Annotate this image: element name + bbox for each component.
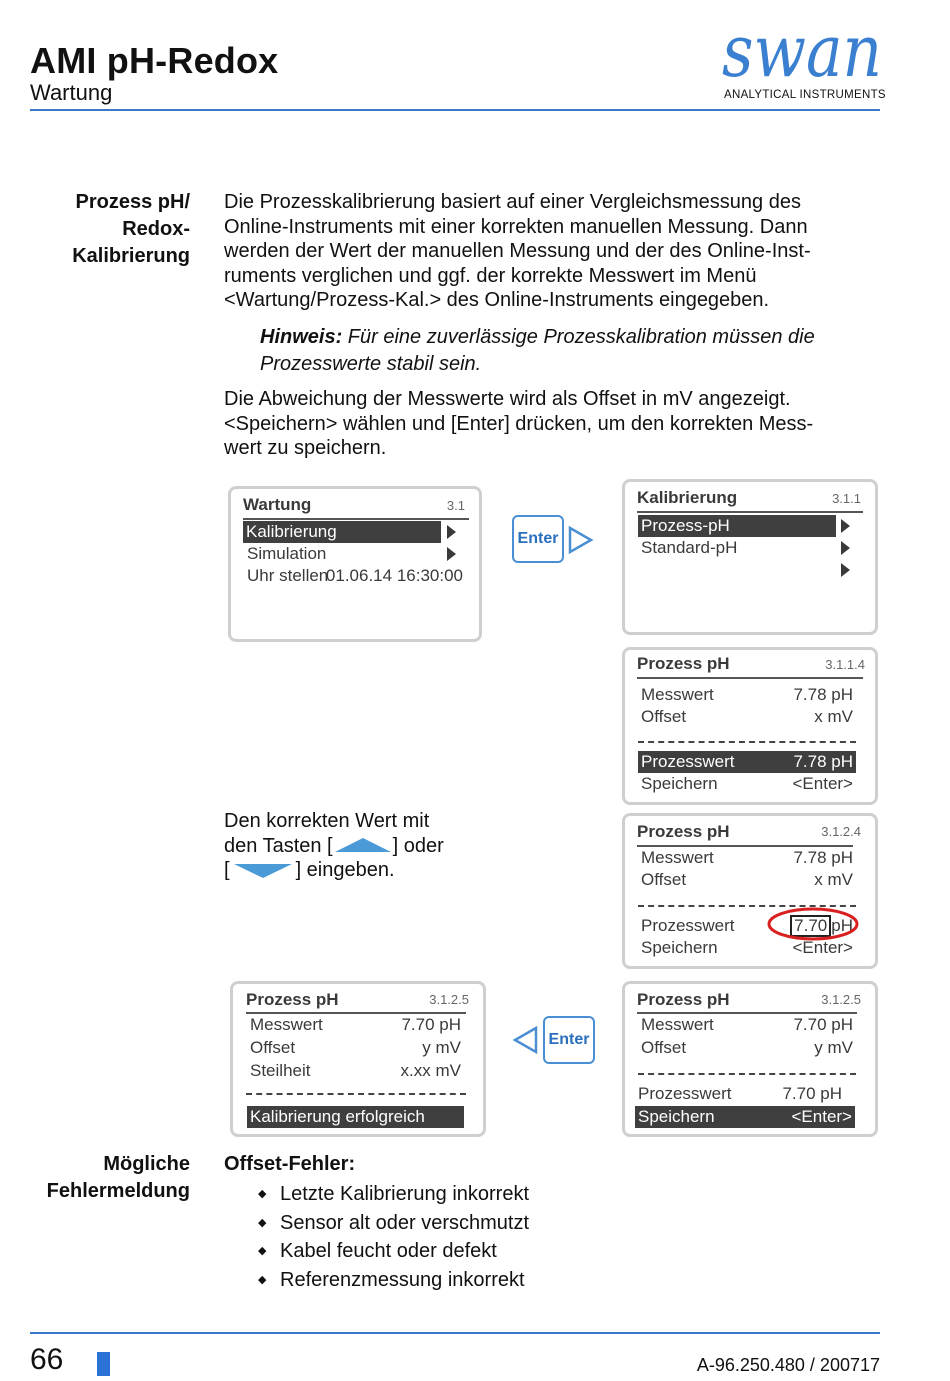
- screen-number: 3.1: [446, 498, 465, 513]
- prozesswert-row[interactable]: Prozesswert 7.78 pH: [638, 751, 856, 773]
- chevron-right-icon: [841, 541, 850, 555]
- section-label-errors: [47, 1151, 190, 1205]
- text-line: Die Abweichung der Messwerte wird als Offset in mV angezeigt.: [224, 388, 791, 410]
- side-label-line: Prozess pH/: [75, 191, 190, 213]
- steilheit-row: Steilheit x.xx mV: [250, 1061, 461, 1080]
- arrow-right-icon: [568, 526, 594, 554]
- screen-divider: [637, 677, 863, 679]
- enter-key-icon: Enter: [512, 515, 564, 563]
- offset-row: Offset y mV: [641, 1038, 853, 1057]
- header-rule: [30, 109, 880, 111]
- note-label: Hinweis:: [260, 326, 343, 348]
- enter-key-icon: Enter: [543, 1016, 595, 1064]
- screen-number: 3.1.1.4: [825, 657, 865, 672]
- offset-row: Offset x mV: [641, 707, 853, 726]
- screen-title: Wartung: [243, 495, 312, 514]
- screen-title: Prozess pH: [246, 990, 339, 1009]
- side-label-line: Mögliche: [103, 1153, 190, 1175]
- list-item: ◆ Letzte Kalibrierung inkorrekt: [258, 1180, 529, 1209]
- dashed-divider: [638, 741, 856, 743]
- screen-title: Prozess pH: [637, 654, 730, 673]
- screen-wartung: [228, 486, 482, 642]
- speichern-row[interactable]: Speichern <Enter>: [641, 774, 853, 793]
- list-item: ◆ Referenzmessung inkorrekt: [258, 1266, 529, 1295]
- error-causes-list: [258, 1180, 529, 1294]
- text-fragment: [: [224, 859, 230, 881]
- messwert-row: Messwert 7.78 pH: [641, 685, 853, 704]
- swan-logo: [722, 18, 884, 88]
- screen-title: Kalibrierung: [637, 488, 738, 507]
- speichern-row[interactable]: Speichern <Enter>: [635, 1106, 855, 1128]
- side-label-line: Kalibrierung: [72, 245, 190, 267]
- note-text: Prozesswerte stabil sein.: [260, 353, 482, 375]
- screen-title: Prozess pH: [637, 990, 730, 1009]
- offset-row: Offset x mV: [641, 870, 853, 889]
- menu-item-kalibrierung[interactable]: Kalibrierung: [243, 521, 441, 543]
- offset-row: Offset y mV: [250, 1038, 461, 1057]
- screen-prozess-ph-3: [622, 981, 878, 1137]
- logo-subtitle: ANALYTICAL INSTRUMENTS: [724, 89, 886, 101]
- side-label-line: Redox-: [122, 218, 190, 240]
- screen-prozess-ph-1: [622, 647, 878, 805]
- messwert-row: Messwert 7.70 pH: [250, 1015, 461, 1034]
- highlight-circle-icon: [766, 905, 862, 943]
- text-line: Den korrekten Wert mit: [224, 810, 430, 832]
- menu-item-simulation[interactable]: Simulation: [247, 544, 327, 563]
- arrow-down-key-icon: [230, 862, 296, 880]
- list-item: ◆ Sensor alt oder verschmutzt: [258, 1209, 529, 1238]
- text-line: wert zu speichern.: [224, 437, 387, 459]
- text-fragment: ] eingeben.: [295, 859, 395, 881]
- chevron-right-icon: [447, 547, 456, 561]
- dashed-divider: [246, 1093, 466, 1095]
- offset-error-heading: Offset-Fehler:: [224, 1153, 356, 1175]
- chevron-right-icon: [841, 519, 850, 533]
- screen-kalibrierung-erfolgreich: [230, 981, 486, 1137]
- speichern-row[interactable]: Speichern <Enter>: [641, 938, 853, 957]
- dashed-divider: [638, 1073, 856, 1075]
- screen-prozess-ph-2: [622, 813, 878, 969]
- screen-divider: [637, 511, 863, 513]
- arrow-keys-instruction: [224, 809, 444, 883]
- section-label-calibration: [72, 189, 190, 270]
- page-title: AMI pH-Redox: [30, 40, 279, 81]
- prozesswert-row: Prozesswert 7.70 pH: [638, 1084, 842, 1103]
- screen-divider: [243, 518, 469, 520]
- menu-item-standard-ph[interactable]: Standard-pH: [641, 538, 738, 557]
- footer-rule: [30, 1332, 880, 1334]
- status-message: Kalibrierung erfolgreich: [247, 1106, 464, 1128]
- note-text: Für eine zuverlässige Prozesskalibration müssen die: [342, 326, 815, 348]
- text-line: werden der Wert der manuellen Messung und der des Online-Inst-: [224, 240, 811, 262]
- prozesswert-unit: pH: [831, 916, 853, 935]
- list-item: ◆ Kabel feucht oder defekt: [258, 1237, 529, 1266]
- side-label-line: Fehlermeldung: [46, 1180, 190, 1202]
- screen-number: 3.1.2.5: [429, 992, 469, 1007]
- chevron-right-icon: [841, 563, 850, 577]
- screen-number: 3.1.1: [832, 491, 861, 506]
- screen-kalibrierung: [622, 479, 878, 635]
- menu-item-prozess-ph[interactable]: Prozess-pH: [638, 515, 836, 537]
- screen-number: 3.1.2.4: [821, 824, 861, 839]
- text-line: Online-Instruments mit einer korrekten manuellen Messung. Dann: [224, 215, 808, 238]
- offset-paragraph: [224, 387, 884, 461]
- document-id: A-96.250.480 / 200717: [696, 1355, 880, 1375]
- text-line: <Speichern> wählen und [Enter] drücken, um den korrekten Mess-: [224, 412, 814, 435]
- intro-paragraph: [224, 190, 884, 313]
- text-fragment: den Tasten [: [224, 834, 333, 857]
- menu-item-uhr-stellen[interactable]: Uhr stellen 01.06.14 16:30:00: [247, 566, 463, 585]
- text-line: ruments verglichen und ggf. der korrekte Messwert im Menü: [224, 264, 757, 287]
- messwert-row: Messwert 7.70 pH: [641, 1015, 853, 1034]
- arrow-up-key-icon: [333, 836, 393, 854]
- messwert-row: Messwert 7.78 pH: [641, 848, 853, 867]
- arrow-left-icon: [512, 1026, 538, 1054]
- page-marker: [97, 1352, 110, 1376]
- prozesswert-value[interactable]: 7.70: [790, 915, 831, 937]
- page-number: 66: [30, 1343, 64, 1376]
- screen-title: Prozess pH: [637, 822, 730, 841]
- text-fragment: ] oder: [392, 834, 444, 857]
- logo-wordmark: swan: [722, 18, 882, 88]
- text-line: <Wartung/Prozess-Kal.> des Online-Instruments eingegeben.: [224, 289, 770, 311]
- chevron-right-icon: [447, 525, 456, 539]
- text-line: Die Prozesskalibrierung basiert auf einer Vergleichsmessung des: [224, 191, 801, 213]
- note-box: [260, 324, 890, 378]
- screen-number: 3.1.2.5: [821, 992, 861, 1007]
- page-subtitle: Wartung: [30, 80, 113, 105]
- prozesswert-row[interactable]: Prozesswert 7.70 pH: [641, 916, 853, 935]
